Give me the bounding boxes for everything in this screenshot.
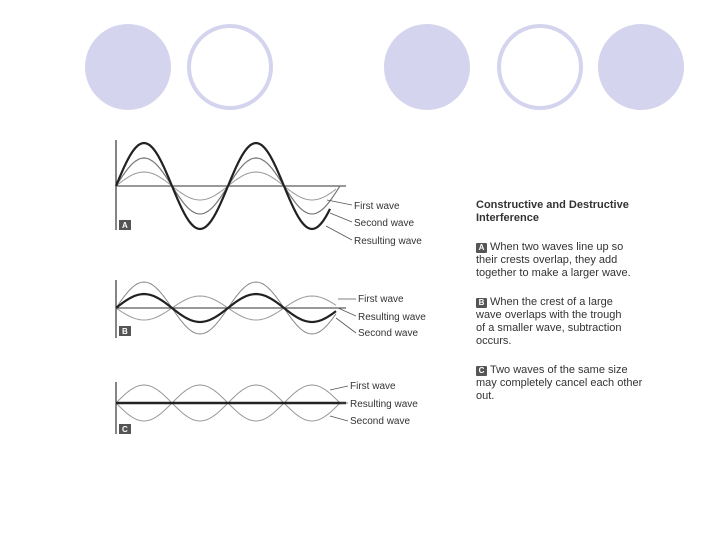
- panel-b: [116, 280, 426, 339]
- leader-line: [327, 200, 352, 205]
- panel-c-label-3: Second wave: [350, 416, 411, 427]
- panel-a-tag-letter: A: [122, 221, 128, 230]
- panel-b-label-1: First wave: [358, 294, 404, 305]
- caption-item-b: [476, 283, 656, 348]
- leader-line: [330, 386, 348, 390]
- caption-text-c: Two waves of the same size may completely cancel each other out.: [476, 364, 643, 402]
- leader-line: [326, 226, 352, 240]
- panel-c-label-1: First wave: [350, 381, 396, 392]
- panel-b-tag-letter: B: [122, 327, 128, 336]
- panel-a-label-2: Second wave: [354, 218, 415, 229]
- leader-line: [330, 213, 352, 222]
- panel-c-tag-letter: C: [122, 425, 128, 434]
- leader-line: [330, 416, 348, 421]
- panel-a-label-1: First wave: [354, 201, 400, 212]
- panel-b-label-2: Resulting wave: [358, 312, 426, 323]
- panel-a-label-3: Resulting wave: [354, 236, 422, 247]
- caption-item-a: [476, 228, 656, 280]
- panel-c: [116, 381, 418, 434]
- caption-tag-b: B: [476, 298, 487, 308]
- panel-b-label-3: Second wave: [358, 328, 419, 339]
- caption-text-b: When the crest of a large wave overlaps with the trough of a smaller wave, subtraction occurs.: [476, 296, 622, 347]
- caption-tag-c: C: [476, 366, 487, 376]
- caption: [476, 199, 656, 406]
- caption-text-a: When two waves line up so their crests overlap, they add together to make a larger wave.: [476, 241, 631, 279]
- caption-item-c: [476, 351, 656, 403]
- panel-c-label-2: Resulting wave: [350, 399, 418, 410]
- leader-line: [336, 318, 356, 333]
- leader-line: [338, 308, 356, 316]
- caption-tag-a: A: [476, 243, 487, 253]
- panel-a: [116, 140, 422, 247]
- caption-title: Constructive and Destructive Interference: [476, 199, 629, 224]
